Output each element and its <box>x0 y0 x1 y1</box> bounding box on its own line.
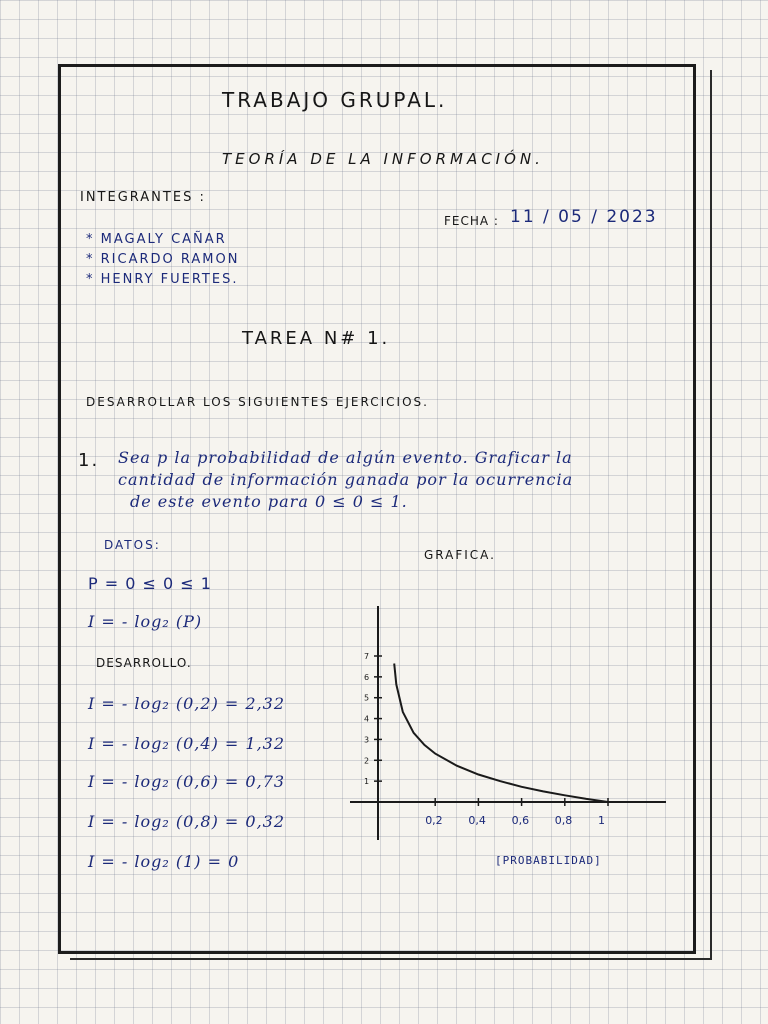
desarrollo-line: I = - log₂ (1) = 0 <box>88 852 240 871</box>
bullet-icon: * <box>86 252 95 267</box>
dato-item: P = 0 ≤ 0 ≤ 1 <box>88 574 212 593</box>
x-tick-label: 0,6 <box>511 814 530 827</box>
exercise-number: 1. <box>78 450 100 471</box>
member-name: MAGALY CAÑAR <box>100 232 227 247</box>
member-name: RICARDO RAMON <box>100 252 240 267</box>
member-item <box>86 232 227 247</box>
y-tick-label: 2 <box>364 756 370 766</box>
y-tick-label: 3 <box>364 735 370 745</box>
y-tick-label: 7 <box>364 652 370 661</box>
y-tick-label: 5 <box>364 693 370 703</box>
y-tick-label: 6 <box>364 672 370 682</box>
dato-item: I = - log₂ (P) <box>88 612 203 631</box>
member-item <box>86 272 238 287</box>
integrantes-label: INTEGRANTES : <box>80 190 206 205</box>
grafica-label: GRAFICA. <box>424 548 496 562</box>
bullet-icon: * <box>86 272 95 287</box>
fecha-value: 11 / 05 / 2023 <box>510 207 658 227</box>
desarrollo-line: I = - log₂ (0,4) = 1,32 <box>88 734 286 753</box>
x-tick-label: 0,8 <box>554 814 573 827</box>
bullet-icon: * <box>86 232 95 247</box>
series-line <box>394 664 618 803</box>
y-tick-label: 4 <box>364 714 370 724</box>
member-item <box>86 252 239 267</box>
member-name: HENRY FUERTES. <box>100 272 239 287</box>
desarrollo-line: I = - log₂ (0,2) = 2,32 <box>88 694 286 713</box>
x-tick-label: 0,4 <box>468 814 486 827</box>
y-tick-label: 1 <box>364 777 370 787</box>
x-tick-label: 1 <box>598 814 605 827</box>
x-tick-label: 0,2 <box>425 814 443 827</box>
exercise-line: cantidad de información ganada por la ocurrencia <box>118 470 574 489</box>
tarea-heading: TAREA N# 1. <box>242 328 391 349</box>
information-chart <box>340 596 670 896</box>
datos-label: DATOS: <box>104 538 161 552</box>
x-axis-label: [PROBABILIDAD] <box>495 854 602 867</box>
instruction: DESARROLLAR LOS SIGUIENTES EJERCICIOS. <box>86 395 429 409</box>
page-title: TRABAJO GRUPAL. <box>222 88 448 112</box>
desarrollo-line: I = - log₂ (0,8) = 0,32 <box>88 812 286 831</box>
subtitle: TEORÍA DE LA INFORMACIÓN. <box>222 150 544 168</box>
desarrollo-line: I = - log₂ (0,6) = 0,73 <box>88 772 286 791</box>
fecha-label: FECHA : <box>444 214 499 228</box>
exercise-line: Sea p la probabilidad de algún evento. Graficar la <box>118 448 573 467</box>
desarrollo-label: DESARROLLO. <box>96 656 192 670</box>
exercise-line: de este evento para 0 ≤ 0 ≤ 1. <box>130 492 408 511</box>
